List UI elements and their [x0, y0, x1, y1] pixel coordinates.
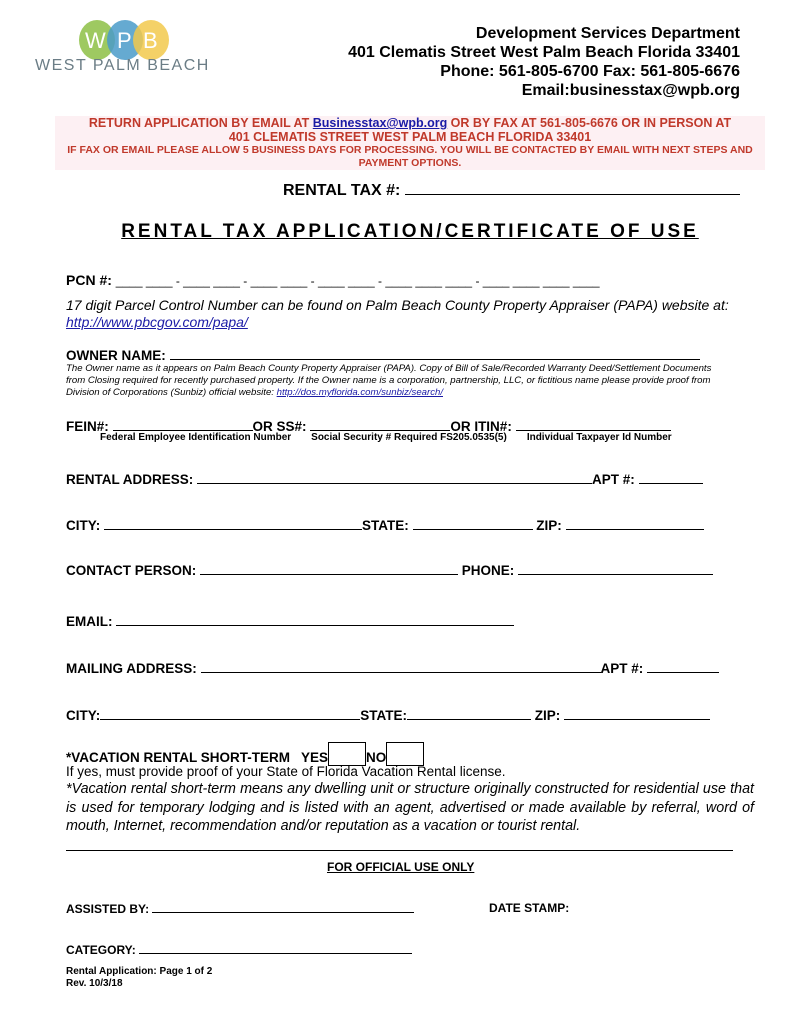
city-row	[66, 516, 704, 533]
zip-label: ZIP:	[536, 518, 562, 533]
state-input[interactable]	[413, 516, 533, 530]
mailing-city-row	[66, 706, 710, 723]
zip-label: ZIP:	[534, 708, 561, 723]
dept-address: 401 Clematis Street West Palm Beach Florida 33401	[348, 44, 740, 61]
contact-person-input[interactable]	[200, 561, 458, 575]
apt-input[interactable]	[639, 470, 703, 484]
apt-label: APT #:	[600, 661, 644, 676]
contact-person-label: CONTACT PERSON:	[66, 563, 197, 578]
no-checkbox[interactable]	[386, 742, 424, 766]
state-label: STATE:	[362, 518, 409, 533]
zip-input[interactable]	[566, 516, 704, 530]
pcn-field[interactable]	[66, 272, 600, 288]
no-label: NO	[366, 750, 387, 765]
mailing-address-input[interactable]	[201, 659, 601, 673]
category-row	[66, 942, 412, 957]
mailing-city-input[interactable]	[100, 706, 360, 720]
itin-input[interactable]	[516, 417, 671, 431]
fein-label: FEIN#:	[66, 419, 109, 434]
notice-processing: IF FAX OR EMAIL PLEASE ALLOW 5 BUSINESS DAYS FOR PROCESSING. YOU WILL BE CONTACTED BY EMAIL WITH NEXT STEPS AND PAYMENT OPTIONS.	[67, 144, 753, 169]
itin-label: OR ITIN#:	[450, 419, 512, 434]
rental-address-label: RENTAL ADDRESS:	[66, 472, 194, 487]
ss-label: OR SS#:	[252, 419, 307, 434]
vacation-proof-note: If yes, must provide proof of your State of Florida Vacation Rental license.	[66, 764, 506, 779]
yes-checkbox[interactable]	[328, 742, 366, 766]
notice-text: OR BY FAX AT 561-805-6676 OR IN PERSON AT	[447, 116, 732, 130]
logo-text: WEST PALM BEACH	[35, 57, 210, 74]
owner-name-label: OWNER NAME:	[66, 348, 166, 363]
phone-label: PHONE:	[461, 563, 515, 578]
mailing-address-row	[66, 659, 719, 676]
ss-desc: Social Security # Required FS205.0535(5)	[311, 432, 507, 443]
pcn-label: PCN #:	[66, 272, 112, 288]
return-notice	[55, 116, 765, 170]
phone-input[interactable]	[518, 561, 713, 575]
email-row	[66, 612, 514, 629]
dept-name: Development Services Department	[475, 25, 740, 42]
svg-text:P: P	[117, 28, 132, 53]
rental-address-row	[66, 470, 703, 487]
dept-phone: Phone: 561-805-6700 Fax: 561-805-6676	[440, 63, 740, 80]
pcn-note	[66, 297, 746, 331]
email-input[interactable]	[116, 612, 514, 626]
city-label: CITY:	[66, 518, 101, 533]
city-label: CITY:	[66, 708, 101, 723]
ss-input[interactable]	[310, 417, 450, 431]
date-stamp-label: DATE STAMP:	[489, 901, 570, 915]
revision-date: Rev. 10/3/18	[66, 978, 123, 989]
official-use-title: FOR OFFICIAL USE ONLY	[327, 860, 475, 874]
email-label: EMAIL:	[66, 614, 113, 629]
notice-text: RETURN APPLICATION BY EMAIL AT	[88, 116, 313, 130]
category-input[interactable]	[139, 942, 412, 954]
city-input[interactable]	[104, 516, 362, 530]
page-title: RENTAL TAX APPLICATION/CERTIFICATE OF USE	[121, 221, 699, 242]
rental-address-input[interactable]	[197, 470, 592, 484]
divider	[66, 850, 733, 851]
rental-tax-number-field[interactable]	[283, 181, 740, 200]
assisted-by-input[interactable]	[152, 901, 414, 913]
mailing-apt-input[interactable]	[647, 659, 719, 673]
vacation-rental-label: *VACATION RENTAL SHORT-TERM	[66, 750, 290, 765]
pcn-blanks: ____ ____ - ____ ____ - ____ ____ - ____ ____ - ____ ____ ____ - ____ ____ ____ ____	[115, 274, 600, 288]
contact-row	[66, 561, 713, 578]
svg-text:W: W	[85, 28, 106, 53]
mailing-zip-input[interactable]	[564, 706, 710, 720]
pcn-note-text: 17 digit Parcel Control Number can be found on Palm Beach County Property Appraiser (PAPA) website at:	[66, 297, 729, 313]
notice-address: 401 CLEMATIS STREET WEST PALM BEACH FLORIDA 33401	[228, 130, 592, 144]
mailing-state-input[interactable]	[407, 706, 531, 720]
id-descriptions	[100, 432, 672, 443]
fein-desc: Federal Employee Identification Number	[100, 432, 292, 443]
vacation-definition: *Vacation rental short-term means any dwelling unit or structure originally constructed for residential use that is used for temporary lodging and is listed with an agent, advertised or made available by referral, word of mouth, Internet, recommendation and/or reputation as a vacation or tourist rental.	[66, 781, 754, 834]
rental-tax-label: RENTAL TAX #:	[283, 182, 401, 199]
owner-name-field[interactable]	[66, 346, 700, 363]
department-header	[348, 24, 740, 100]
business-email-link[interactable]: Businesstax@wpb.org	[312, 116, 448, 130]
page-footer	[66, 966, 212, 990]
mailing-address-label: MAILING ADDRESS:	[66, 661, 197, 676]
apt-label: APT #:	[592, 472, 635, 487]
owner-note-text: The Owner name as it appears on Palm Beach County Property Appraiser (PAPA). Copy of Bill of Sale/Recorded Warranty Deed/Settlement Documents from Closing required for recently purchased property. If the Owner name is a corporation, partnership, LLC, or fictitious name please provide proof from Division of Corporations (Sunbiz) official website:	[66, 363, 712, 398]
dept-email: Email:businesstax@wpb.org	[521, 82, 740, 99]
yes-label: YES	[301, 750, 329, 765]
state-label: STATE:	[360, 708, 407, 723]
papa-link[interactable]: http://www.pbcgov.com/papa/	[66, 314, 248, 330]
owner-note	[66, 363, 726, 399]
sunbiz-link[interactable]: http://dos.myflorida.com/sunbiz/search/	[276, 387, 443, 398]
svg-text:B: B	[143, 28, 158, 53]
assisted-by-label: ASSISTED BY:	[66, 902, 150, 916]
fein-input[interactable]	[113, 417, 253, 431]
assisted-by-row	[66, 901, 414, 916]
vacation-rental-row	[66, 742, 424, 766]
page-number: Rental Application: Page 1 of 2	[66, 966, 213, 977]
itin-desc: Individual Taxpayer Id Number	[526, 432, 672, 443]
category-label: CATEGORY:	[66, 943, 136, 957]
